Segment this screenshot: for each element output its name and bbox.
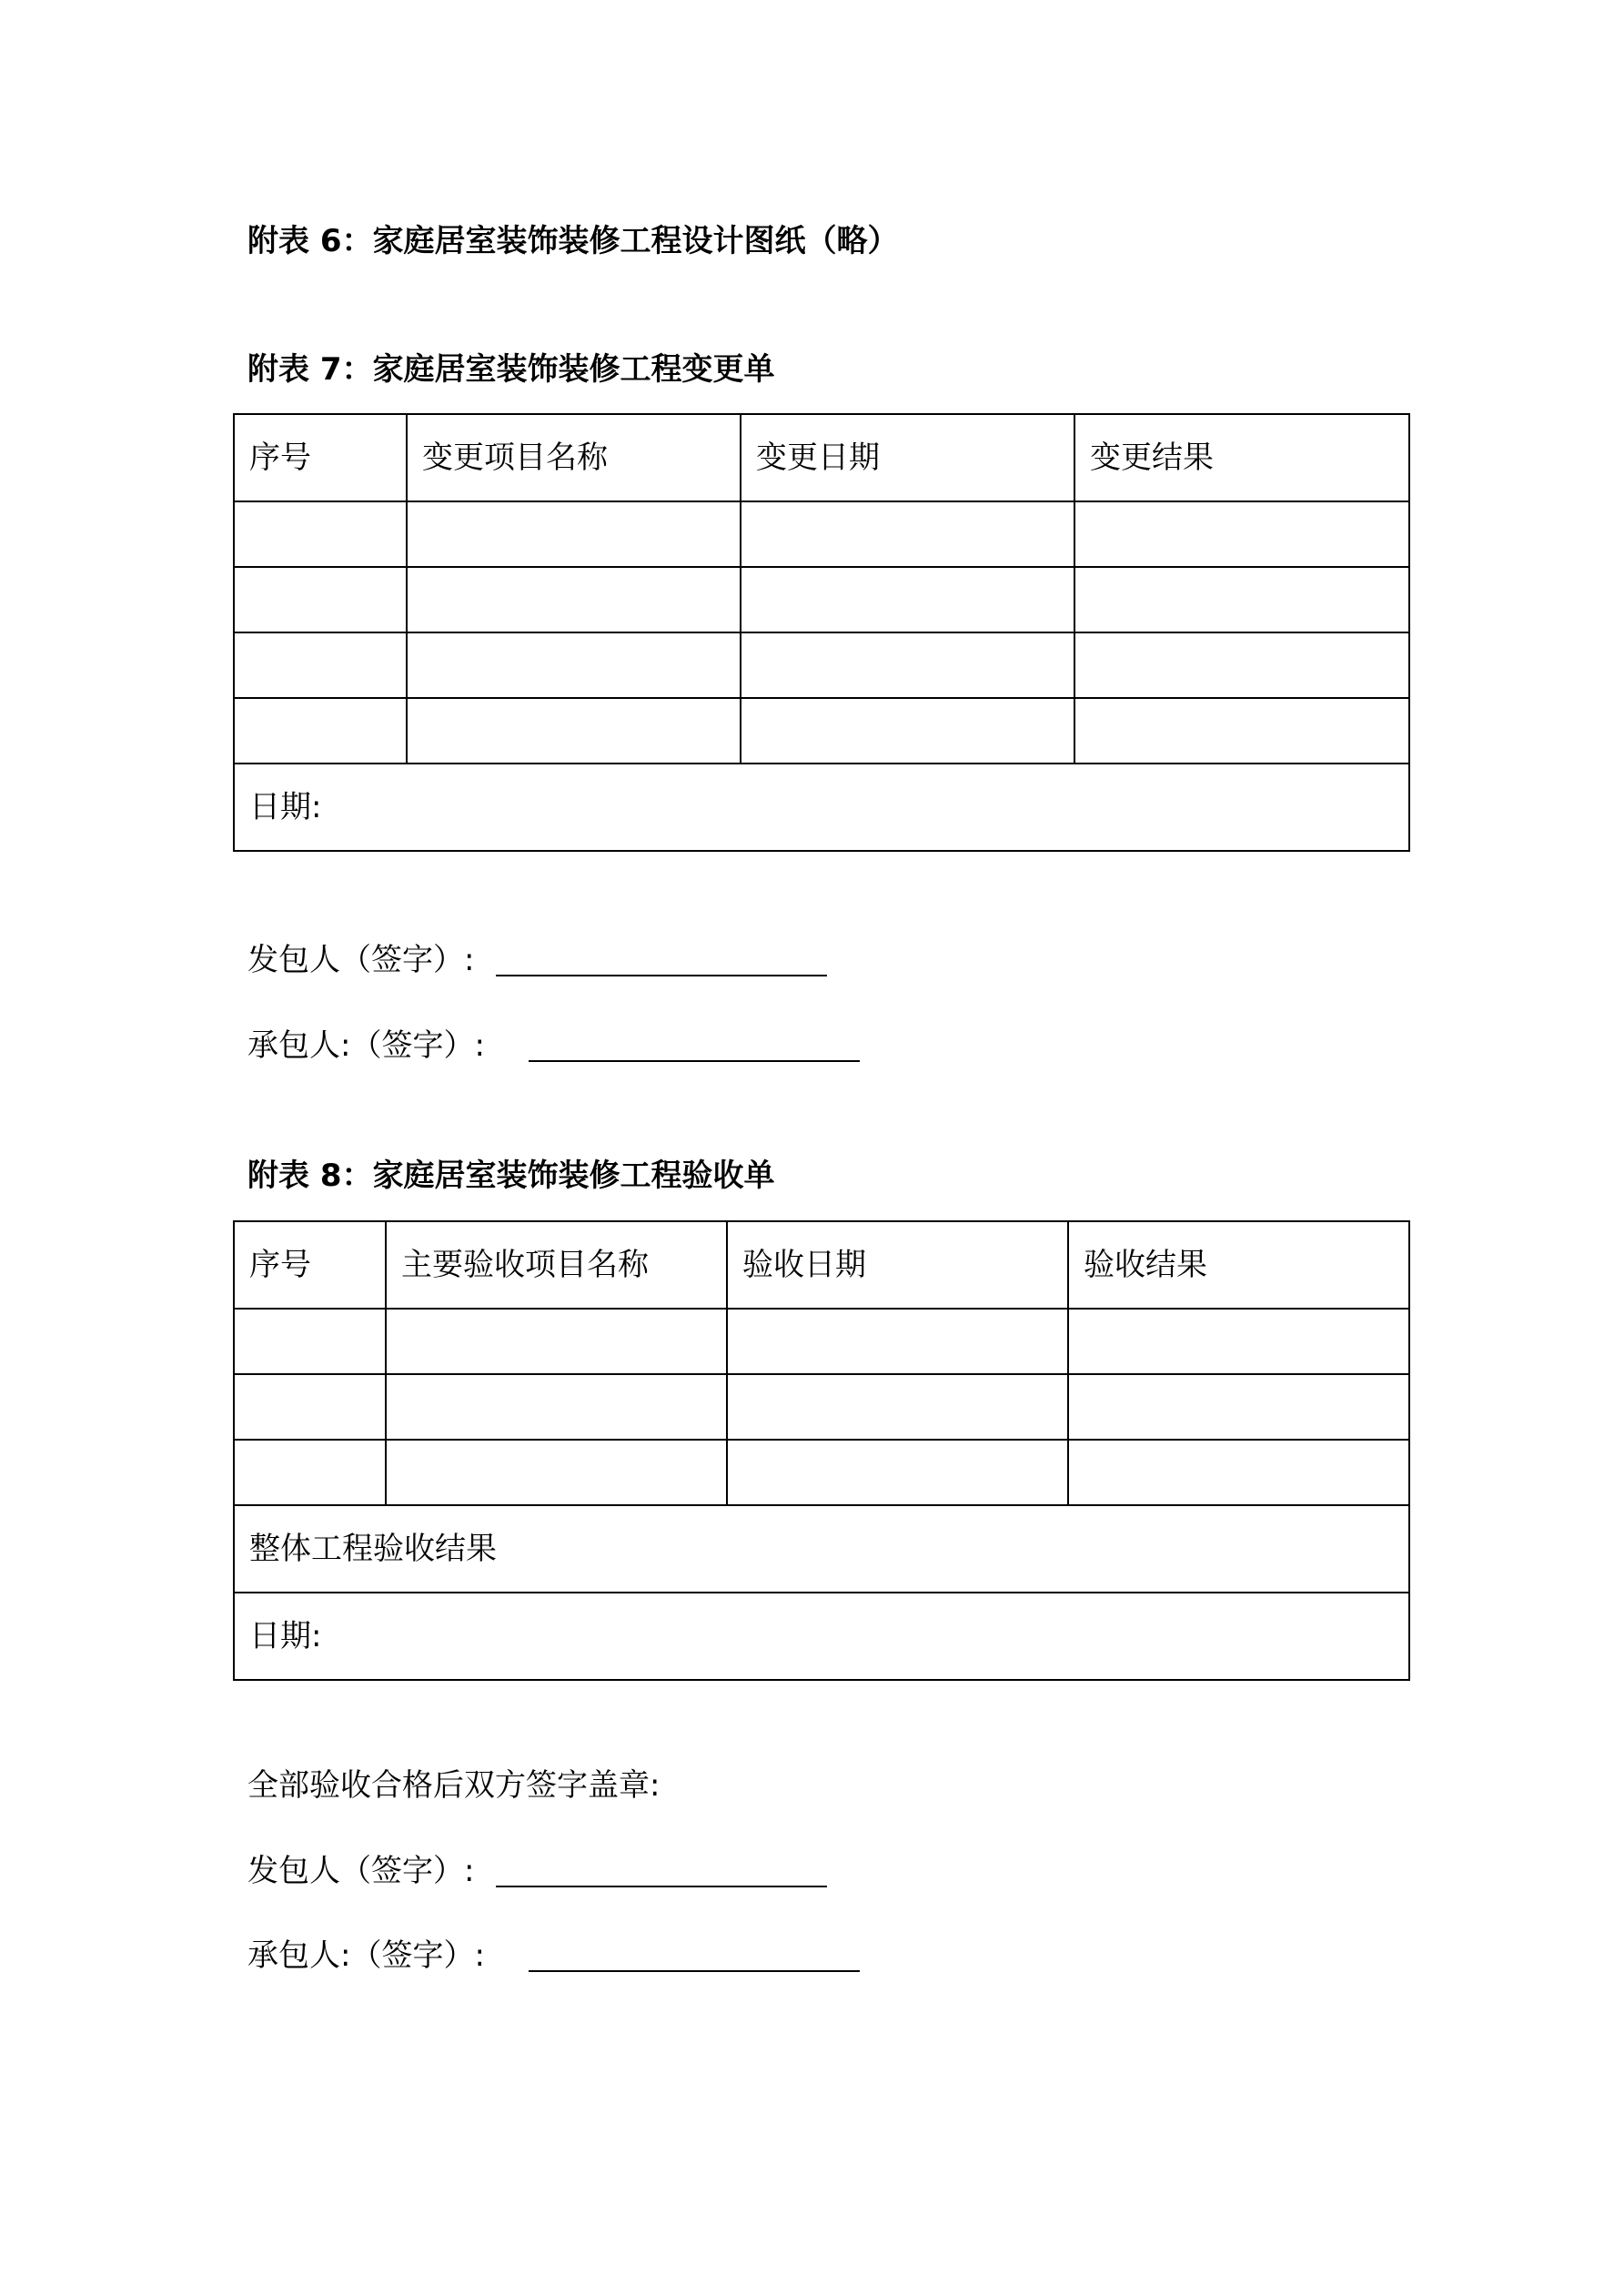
table-cell[interactable]: [741, 567, 1074, 632]
column-header: 序号: [234, 414, 407, 501]
table-cell[interactable]: [407, 501, 741, 567]
table-cell[interactable]: [1074, 501, 1409, 567]
overall-result-row: [234, 1505, 1409, 1593]
column-header: 变更日期: [741, 414, 1074, 501]
table-cell[interactable]: [407, 698, 741, 764]
table-cell[interactable]: [741, 632, 1074, 698]
table-cell[interactable]: [1068, 1309, 1409, 1374]
table-cell[interactable]: [234, 632, 407, 698]
table-cell[interactable]: [234, 698, 407, 764]
table-row: [234, 698, 1409, 764]
contractor-signature-label: 承包人:（签字）:: [247, 1027, 485, 1064]
employer-signature-label: 发包人（签字）:: [247, 1853, 475, 1889]
table-cell[interactable]: [727, 1440, 1068, 1505]
table-header-row: [234, 1221, 1409, 1309]
table-cell[interactable]: [234, 1374, 386, 1440]
table-cell[interactable]: [234, 1309, 386, 1374]
acceptance-note: 全部验收合格后双方签字盖章:: [247, 1767, 661, 1804]
table-row: [234, 1440, 1409, 1505]
acceptance-table: [233, 1220, 1410, 1681]
overall-result-label[interactable]: 整体工程验收结果: [234, 1505, 1409, 1593]
change-order-table: [233, 413, 1410, 852]
table-cell[interactable]: [407, 632, 741, 698]
appendix6-title: 附表 6：家庭居室装饰装修工程设计图纸（略）: [247, 223, 899, 259]
date-row: [234, 764, 1409, 851]
column-header: 验收日期: [727, 1221, 1068, 1309]
table-cell[interactable]: [386, 1440, 727, 1505]
table-cell[interactable]: [407, 567, 741, 632]
table-row: [234, 501, 1409, 567]
date-label[interactable]: 日期:: [234, 1593, 1409, 1680]
table-row: [234, 1309, 1409, 1374]
table-cell[interactable]: [1068, 1440, 1409, 1505]
contractor-signature-line[interactable]: [529, 1970, 860, 1972]
table-cell[interactable]: [741, 501, 1074, 567]
column-header: 序号: [234, 1221, 386, 1309]
appendix7-title: 附表 7：家庭居室装饰装修工程变更单: [247, 351, 775, 388]
table-row: [234, 1374, 1409, 1440]
date-row: [234, 1593, 1409, 1680]
table-row: [234, 632, 1409, 698]
table-cell[interactable]: [727, 1374, 1068, 1440]
employer-signature-line[interactable]: [496, 1886, 827, 1887]
table-cell[interactable]: [234, 1440, 386, 1505]
column-header: 变更项目名称: [407, 414, 741, 501]
column-header: 验收结果: [1068, 1221, 1409, 1309]
table-cell[interactable]: [1074, 698, 1409, 764]
contractor-signature-label: 承包人:（签字）:: [247, 1937, 485, 1974]
table-cell[interactable]: [1074, 632, 1409, 698]
employer-signature-line[interactable]: [496, 975, 827, 976]
table-cell[interactable]: [234, 567, 407, 632]
table-header-row: [234, 414, 1409, 501]
date-label[interactable]: 日期:: [234, 764, 1409, 851]
employer-signature-label: 发包人（签字）:: [247, 942, 475, 978]
table-cell[interactable]: [386, 1374, 727, 1440]
contractor-signature-line[interactable]: [529, 1060, 860, 1062]
table-cell[interactable]: [386, 1309, 727, 1374]
table-cell[interactable]: [727, 1309, 1068, 1374]
column-header: 变更结果: [1074, 414, 1409, 501]
column-header: 主要验收项目名称: [386, 1221, 727, 1309]
table-cell[interactable]: [1068, 1374, 1409, 1440]
table-row: [234, 567, 1409, 632]
appendix8-title: 附表 8：家庭居室装饰装修工程验收单: [247, 1158, 775, 1194]
table-cell[interactable]: [741, 698, 1074, 764]
table-cell[interactable]: [1074, 567, 1409, 632]
table-cell[interactable]: [234, 501, 407, 567]
